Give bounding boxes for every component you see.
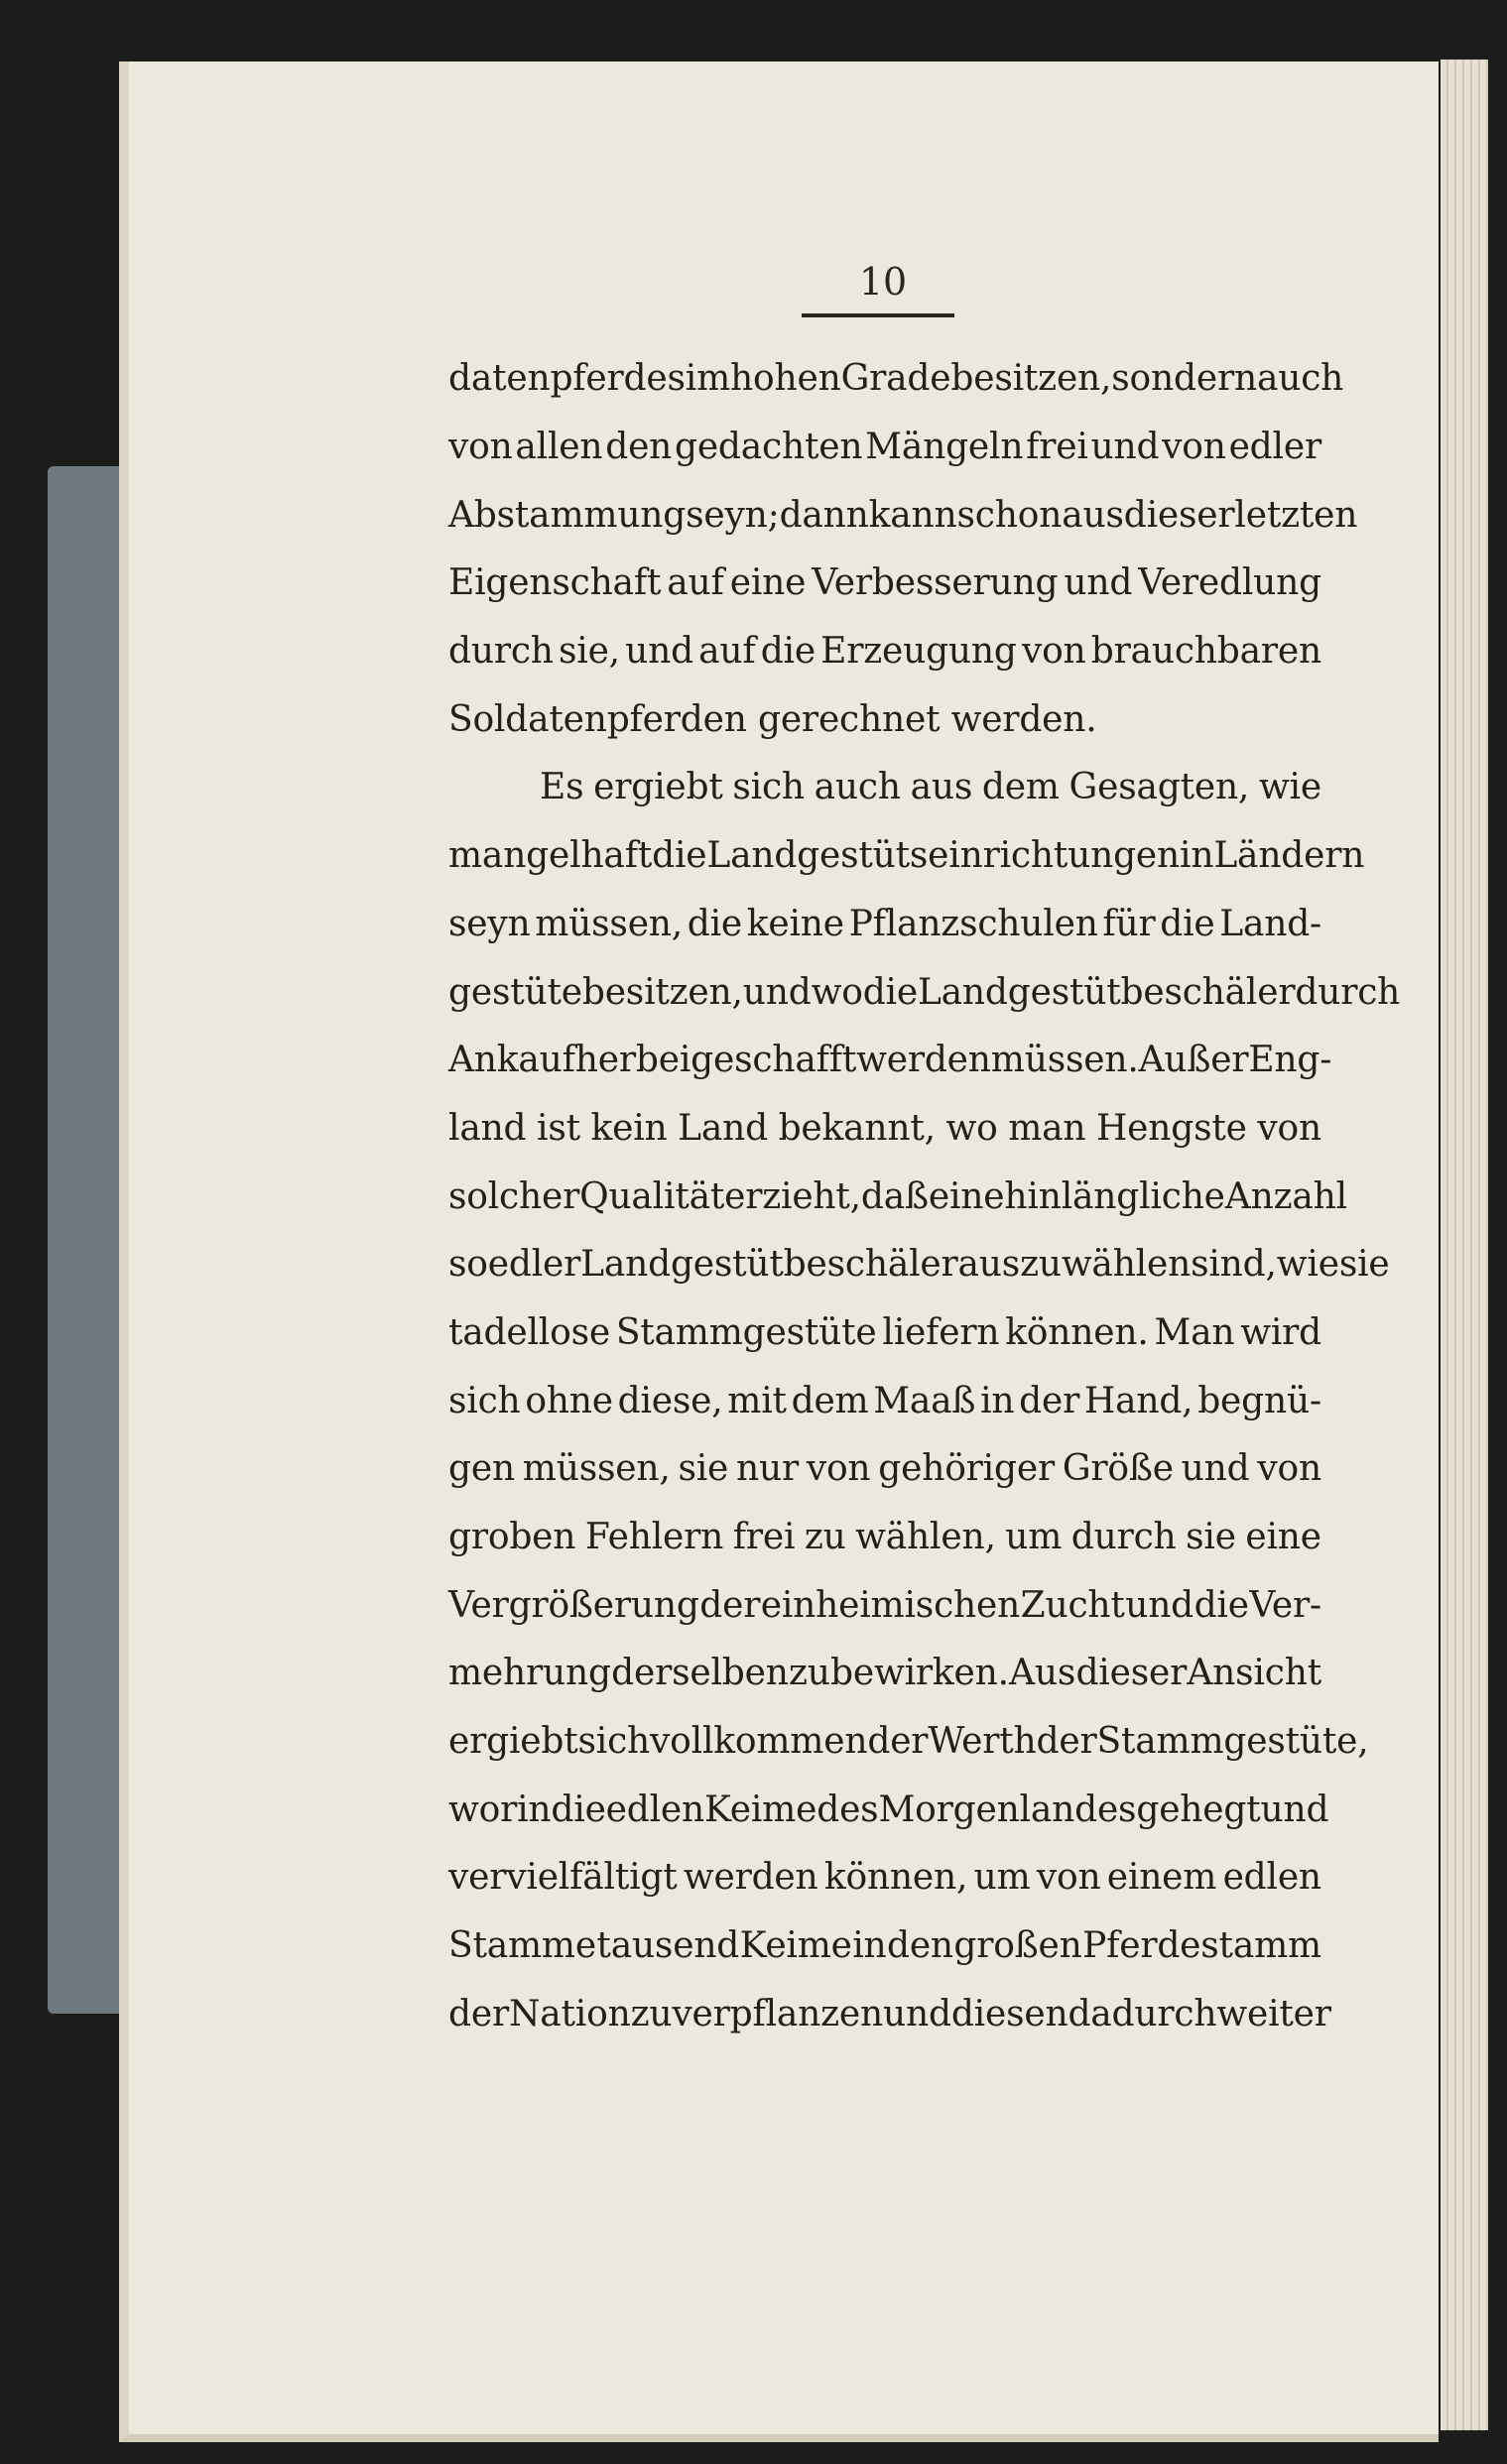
word: mehrung bbox=[448, 1653, 611, 1694]
text-line bbox=[448, 1912, 1321, 1981]
page-edge bbox=[1441, 60, 1488, 2430]
word: die bbox=[760, 631, 816, 673]
word: ergiebt bbox=[448, 1721, 578, 1763]
word: Stammgestüte, bbox=[1096, 1721, 1369, 1763]
word: gehöriger bbox=[878, 1448, 1055, 1490]
word: sich bbox=[732, 767, 805, 808]
word: wie bbox=[1258, 767, 1321, 808]
word: sie bbox=[1186, 1517, 1236, 1558]
word: von bbox=[1021, 631, 1086, 673]
word: von bbox=[448, 427, 513, 468]
word: müssen, bbox=[522, 1448, 671, 1490]
word: liefern bbox=[882, 1311, 1000, 1353]
word: gehegt bbox=[1136, 1788, 1261, 1830]
text-line bbox=[448, 1571, 1321, 1640]
word: die bbox=[1160, 903, 1215, 944]
word: und bbox=[1181, 1448, 1250, 1490]
word: sie bbox=[1338, 1244, 1390, 1286]
word: dann bbox=[779, 494, 869, 536]
word: Land- bbox=[1219, 903, 1321, 944]
word: Außer bbox=[1138, 1040, 1249, 1081]
word: land bbox=[448, 1107, 527, 1149]
text-line bbox=[448, 1367, 1321, 1435]
word: besitzen, bbox=[581, 971, 743, 1013]
word: Ankauf bbox=[448, 1040, 575, 1081]
text-line bbox=[448, 1640, 1321, 1708]
word: Abstammung bbox=[448, 494, 687, 536]
word: sich bbox=[577, 1721, 651, 1763]
word: wie bbox=[1276, 1244, 1339, 1286]
word: durch bbox=[1070, 1517, 1177, 1558]
text-line bbox=[448, 481, 1358, 550]
word: die bbox=[551, 1788, 606, 1830]
word: mangelhaft bbox=[448, 835, 653, 877]
word: in bbox=[980, 1380, 1015, 1421]
word: der bbox=[1019, 1380, 1080, 1421]
word: der bbox=[1036, 1721, 1097, 1763]
word: keine bbox=[746, 903, 844, 944]
word: in bbox=[1180, 835, 1214, 877]
text-line bbox=[448, 1981, 1331, 2049]
word: die bbox=[687, 903, 743, 944]
word: eine bbox=[729, 562, 807, 604]
word: allen bbox=[515, 427, 603, 468]
word: und bbox=[882, 1993, 951, 2034]
word: um bbox=[973, 1857, 1031, 1899]
word: können. bbox=[1005, 1311, 1149, 1353]
word: Pflanzschulen bbox=[848, 903, 1098, 944]
word: dieser bbox=[1123, 494, 1235, 536]
word: Landgestütbeschäler bbox=[917, 971, 1296, 1013]
word: auch bbox=[1256, 358, 1344, 400]
word: Man bbox=[1154, 1311, 1235, 1353]
text-line bbox=[448, 1027, 1332, 1095]
page-number: 10 bbox=[858, 260, 908, 304]
word: gestüte bbox=[448, 971, 582, 1013]
word: hinlängliche bbox=[1004, 1175, 1225, 1217]
word: die bbox=[652, 835, 707, 877]
word: seyn bbox=[448, 903, 531, 944]
word: für bbox=[1102, 903, 1156, 944]
word: kann bbox=[868, 494, 957, 536]
word: nur bbox=[735, 1448, 799, 1490]
word: Größe bbox=[1062, 1448, 1174, 1490]
word: den bbox=[886, 1925, 953, 1967]
word: schon bbox=[956, 494, 1063, 536]
word: Erzeugung bbox=[820, 631, 1017, 673]
word: hohen bbox=[730, 358, 841, 400]
word: müssen. bbox=[990, 1040, 1139, 1081]
text-line bbox=[448, 1776, 1329, 1844]
word: Aus bbox=[1009, 1653, 1076, 1694]
word: letzten bbox=[1234, 494, 1358, 536]
text-line bbox=[448, 1504, 1321, 1572]
word: Nation bbox=[508, 1993, 631, 2034]
word: Landgestütbeschäler bbox=[580, 1244, 958, 1286]
word: Land bbox=[678, 1107, 768, 1149]
word: zu bbox=[630, 1993, 673, 2034]
word: Eng- bbox=[1248, 1040, 1332, 1081]
word: die bbox=[1193, 1584, 1249, 1626]
word: edler bbox=[1228, 427, 1321, 468]
text-line bbox=[448, 1844, 1321, 1912]
word: gerechnet bbox=[757, 698, 951, 740]
word: datenpferdes bbox=[448, 358, 686, 400]
word: von bbox=[1257, 1107, 1321, 1149]
word: ergiebt bbox=[593, 767, 723, 808]
word: und bbox=[1064, 562, 1133, 604]
word: Gesagten, bbox=[1068, 767, 1250, 808]
word: den bbox=[605, 427, 673, 468]
body-text bbox=[448, 345, 1401, 2048]
word: seyn; bbox=[686, 494, 780, 536]
text-line bbox=[448, 618, 1321, 686]
word: Zucht bbox=[1020, 1584, 1125, 1626]
word: durch bbox=[1295, 971, 1401, 1013]
word: frei bbox=[1026, 427, 1088, 468]
word: ist bbox=[537, 1107, 580, 1149]
word: Morgenlandes bbox=[878, 1788, 1137, 1830]
word: Keime bbox=[704, 1788, 817, 1830]
text-line bbox=[448, 822, 1365, 891]
word: Vergrößerung bbox=[448, 1584, 699, 1626]
word: einheimischen bbox=[760, 1584, 1021, 1626]
word: frei bbox=[732, 1517, 796, 1558]
word: Hengste bbox=[1095, 1107, 1247, 1149]
word: Maaß bbox=[873, 1380, 976, 1421]
word: Verbesserung bbox=[812, 562, 1059, 604]
word: wo bbox=[945, 1107, 998, 1149]
word: wo bbox=[811, 971, 863, 1013]
word: edlen bbox=[1222, 1857, 1321, 1899]
word: Mängeln bbox=[865, 427, 1024, 468]
word: aus bbox=[1062, 494, 1124, 536]
word: Veredlung bbox=[1138, 562, 1321, 604]
word: von bbox=[1162, 427, 1226, 468]
word: durch bbox=[448, 631, 554, 673]
text-line bbox=[448, 958, 1401, 1027]
word: bekannt, bbox=[778, 1107, 936, 1149]
word: Qualität bbox=[579, 1175, 725, 1217]
word: besitzen, bbox=[950, 358, 1112, 400]
word: auszuwählen bbox=[957, 1244, 1192, 1286]
word: von bbox=[1257, 1448, 1321, 1490]
word: Keime bbox=[739, 1925, 852, 1967]
text-line bbox=[448, 1163, 1347, 1231]
word: der bbox=[448, 1993, 509, 2034]
word: Hand, bbox=[1083, 1380, 1193, 1421]
word: sie, bbox=[558, 631, 620, 673]
word: sondern bbox=[1111, 358, 1257, 400]
word: müssen, bbox=[535, 903, 684, 944]
word: und bbox=[625, 631, 693, 673]
word: und bbox=[1125, 1584, 1194, 1626]
page-number-rule bbox=[802, 313, 954, 317]
word: die bbox=[862, 971, 918, 1013]
word: man bbox=[1008, 1107, 1086, 1149]
word: diesen bbox=[950, 1993, 1068, 2034]
word: bewirken. bbox=[830, 1653, 1009, 1694]
word: solcher bbox=[448, 1175, 580, 1217]
word: Stammgestüte bbox=[615, 1311, 877, 1353]
word: Ländern bbox=[1213, 835, 1365, 877]
text-line bbox=[448, 754, 1321, 822]
word: und bbox=[1090, 427, 1160, 468]
word: eine bbox=[1245, 1517, 1321, 1558]
word: daß bbox=[860, 1175, 929, 1217]
word: worin bbox=[448, 1788, 552, 1830]
text-line bbox=[448, 1231, 1390, 1299]
word: groben bbox=[448, 1517, 576, 1558]
word: gen bbox=[448, 1448, 515, 1490]
word: Soldatenpferden bbox=[448, 698, 758, 740]
word: Anzahl bbox=[1224, 1175, 1347, 1217]
word: zu bbox=[804, 1517, 846, 1558]
text-line bbox=[448, 1708, 1369, 1777]
word: einem bbox=[1106, 1857, 1217, 1899]
word: Ver- bbox=[1249, 1584, 1321, 1626]
word: kein bbox=[590, 1107, 668, 1149]
word: in bbox=[852, 1925, 887, 1967]
word: ohne bbox=[525, 1380, 613, 1421]
word: sie bbox=[678, 1448, 729, 1490]
text-line bbox=[448, 1095, 1321, 1164]
word: Werth bbox=[928, 1721, 1037, 1763]
text-line bbox=[448, 685, 1321, 754]
word: mit bbox=[727, 1380, 787, 1421]
word: vollkommen bbox=[650, 1721, 868, 1763]
text-line bbox=[448, 1435, 1321, 1504]
word: diese, bbox=[617, 1380, 723, 1421]
word: und bbox=[1260, 1788, 1329, 1830]
text-line bbox=[448, 891, 1321, 959]
word: können, bbox=[823, 1857, 968, 1899]
word: edler bbox=[487, 1244, 581, 1286]
word: werden bbox=[856, 1040, 991, 1081]
word: derselben bbox=[611, 1653, 789, 1694]
word: wählen, bbox=[855, 1517, 996, 1558]
word: Ansicht bbox=[1187, 1653, 1321, 1694]
word: tadellose bbox=[448, 1311, 610, 1353]
text-line bbox=[448, 345, 1344, 414]
word: Es bbox=[540, 767, 584, 808]
word: und bbox=[742, 971, 812, 1013]
word: dadurch bbox=[1067, 1993, 1217, 2034]
text-line bbox=[448, 414, 1321, 482]
word: dem bbox=[791, 1380, 869, 1421]
word: erzieht, bbox=[724, 1175, 861, 1217]
word: großen bbox=[953, 1925, 1082, 1967]
word: edlen bbox=[605, 1788, 705, 1830]
word: Eigenschaft bbox=[448, 562, 662, 604]
word: aus bbox=[910, 767, 973, 808]
word: sich bbox=[448, 1380, 521, 1421]
text-line bbox=[448, 550, 1321, 618]
word: im bbox=[685, 358, 731, 400]
word: zu bbox=[788, 1653, 830, 1694]
word: wird bbox=[1240, 1311, 1321, 1353]
word: Landgestütseinrichtungen bbox=[706, 835, 1181, 877]
word: begnü- bbox=[1197, 1380, 1321, 1421]
word: werden. bbox=[950, 698, 1097, 740]
word: gedachten bbox=[674, 427, 863, 468]
word: der bbox=[699, 1584, 761, 1626]
word: Grade bbox=[840, 358, 951, 400]
word: dieser bbox=[1075, 1653, 1188, 1694]
word: auf bbox=[698, 631, 756, 673]
word: von bbox=[1036, 1857, 1101, 1899]
word: um bbox=[1005, 1517, 1063, 1558]
word: auf bbox=[667, 562, 724, 604]
word: Fehlern bbox=[584, 1517, 724, 1558]
word: auch bbox=[814, 767, 901, 808]
word: verpflanzen bbox=[672, 1993, 883, 2034]
word: herbeigeschafft bbox=[574, 1040, 857, 1081]
word: eine bbox=[928, 1175, 1005, 1217]
text-line bbox=[448, 1299, 1321, 1368]
word: vervielfältigt bbox=[448, 1857, 678, 1899]
word: des bbox=[816, 1788, 879, 1830]
word: so bbox=[448, 1244, 488, 1286]
word: Pferdestamm bbox=[1082, 1925, 1321, 1967]
word: Stamme bbox=[448, 1925, 596, 1967]
word: weiter bbox=[1216, 1993, 1331, 2034]
word: der bbox=[867, 1721, 929, 1763]
word: von bbox=[806, 1448, 871, 1490]
word: tausend bbox=[596, 1925, 740, 1967]
word: werden bbox=[683, 1857, 818, 1899]
word: brauchbaren bbox=[1090, 631, 1321, 673]
word: dem bbox=[981, 767, 1060, 808]
word: sind, bbox=[1191, 1244, 1277, 1286]
